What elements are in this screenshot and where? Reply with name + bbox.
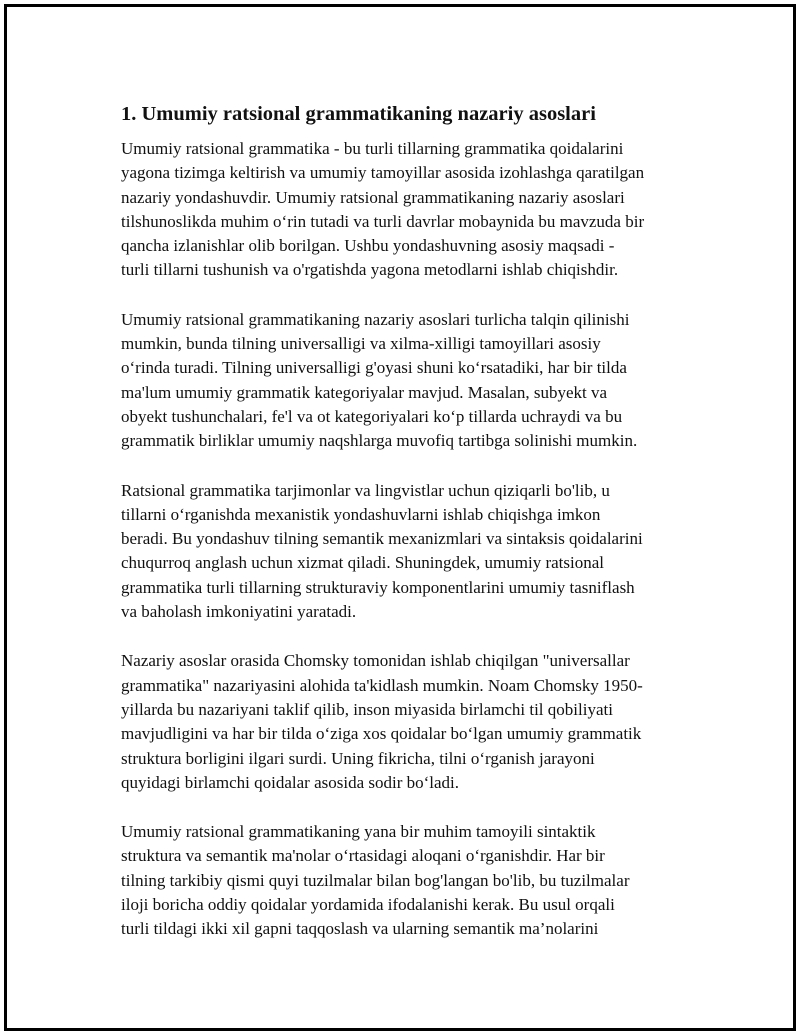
text-line: va baholash imkoniyatini yaratadi. xyxy=(121,602,357,622)
text-line: turli tildagi ikki xil gapni taqqoslash va ularning semantik ma’nolarini xyxy=(121,919,599,939)
paragraph-4 xyxy=(121,649,696,795)
text-line: mavjudligini va har bir tilda o‘ziga xos qoidalar bo‘lgan umumiy grammatik xyxy=(121,724,642,744)
text-line: yagona tizimga keltirish va umumiy tamoyillar asosida izohlashga qaratilgan xyxy=(121,163,645,183)
text-line: beradi. Bu yondashuv tilning semantik mexanizmlari va sintaksis qoidalarini xyxy=(121,529,643,549)
section-heading: 1. Umumiy ratsional grammatikaning nazariy asoslari xyxy=(121,103,596,125)
text-line: Umumiy ratsional grammatikaning nazariy asoslari turlicha talqin qilinishi xyxy=(121,309,630,329)
text-line: chuqurroq anglash uchun xizmat qiladi. Shuningdek, umumiy ratsional xyxy=(121,553,604,573)
text-line: obyekt tushunchalari, fe'l va ot kategoriyalari ko‘p tillarda uchraydi va bu xyxy=(121,406,623,426)
text-line: Ratsional grammatika tarjimonlar va lingvistlar uchun qiziqarli bo'lib, u xyxy=(121,480,610,500)
text-line: tillarni o‘rganishda mexanistik yondashuvlarni ishlab chiqishga imkon xyxy=(121,504,601,524)
text-line: grammatik birliklar umumiy naqshlarga muvofiq tartibga solinishi mumkin. xyxy=(121,431,638,451)
paragraph-1 xyxy=(121,137,696,283)
text-line: tilning tarkibiy qismi quyi tuzilmalar bilan bog'langan bo'lib, bu tuzilmalar xyxy=(121,870,630,890)
text-line: struktura borligini ilgari surdi. Uning fikricha, tilni o‘rganish jarayoni xyxy=(121,748,595,768)
paragraph-3 xyxy=(121,479,696,625)
text-line: Nazariy asoslar orasida Chomsky tomonidan ishlab chiqilgan "universallar xyxy=(121,651,630,671)
text-line: qancha izlanishlar olib borilgan. Ushbu yondashuvning asosiy maqsadi - xyxy=(121,236,615,256)
text-line: nazariy yondashuvdir. Umumiy ratsional grammatikaning nazariy asoslari xyxy=(121,187,625,207)
text-line: Umumiy ratsional grammatika - bu turli tillarning grammatika qoidalarini xyxy=(121,139,624,158)
text-line: struktura va semantik ma'nolar o‘rtasidagi aloqani o‘rganishdir. Har bir xyxy=(121,846,605,866)
text-line: o‘rinda turadi. Tilning universalligi g'oyasi shuni ko‘rsatadiki, har bir tilda xyxy=(121,358,627,378)
document-body xyxy=(121,101,696,967)
text-line: quyidagi birlamchi qoidalar asosida sodir bo‘ladi. xyxy=(121,772,460,792)
text-line: grammatika" nazariyasini alohida ta'kidlash mumkin. Noam Chomsky 1950- xyxy=(121,675,643,695)
text-line: mumkin, bunda tilning universalligi va xilma-xilligi tamoyillari asosiy xyxy=(121,334,601,354)
paragraph-2 xyxy=(121,308,696,454)
text-line: grammatika turli tillarning strukturaviy komponentlarini umumiy tasniflash xyxy=(121,577,635,597)
text-line: Umumiy ratsional grammatikaning yana bir muhim tamoyili sintaktik xyxy=(121,822,596,842)
paragraph-5 xyxy=(121,820,696,941)
page-frame xyxy=(4,4,796,1031)
text-line: yillarda bu nazariyani taklif qilib, inson miyasida birlamchi til qobiliyati xyxy=(121,699,613,719)
text-line: tilshunoslikda muhim o‘rin tutadi va turli davrlar mobaynida bu mavzuda bir xyxy=(121,211,645,231)
text-line: iloji boricha oddiy qoidalar yordamida ifodalanishi kerak. Bu usul orqali xyxy=(121,895,615,915)
text-line: ma'lum umumiy grammatik kategoriyalar mavjud. Masalan, subyekt va xyxy=(121,382,608,402)
text-line: turli tillarni tushunish va o'rgatishda yagona metodlarni ishlab chiqishdir. xyxy=(121,260,619,280)
